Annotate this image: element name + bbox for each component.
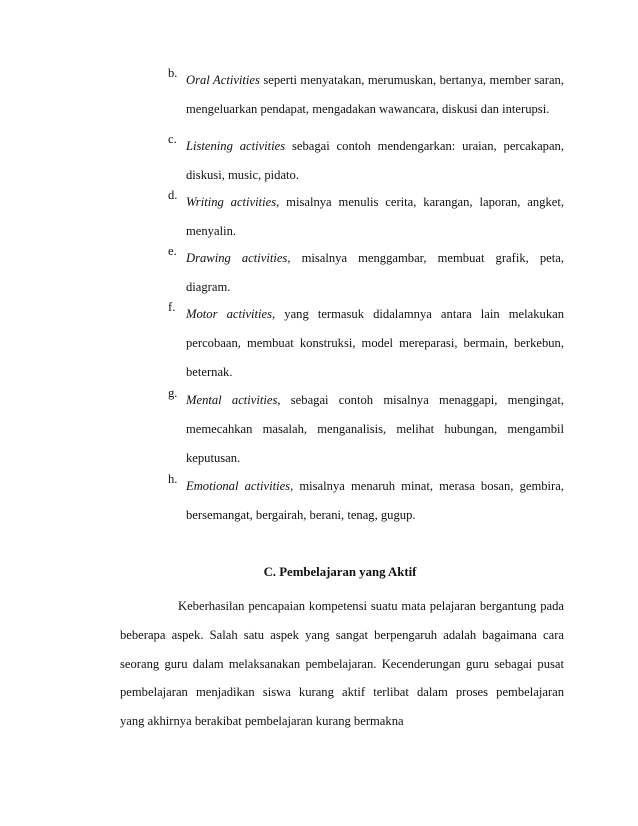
paragraph-line: seorang guru dalam melaksanakan pembelajaran. Kecenderungan guru sebagai pusat	[120, 656, 564, 671]
list-item-d	[168, 188, 564, 246]
list-line-text: , yang termasuk didalamnya antara lain melakukan	[272, 307, 564, 321]
list-line: bersemangat, bergairah, berani, tenag, gugup.	[186, 508, 416, 522]
activity-term: Writing activities	[186, 195, 277, 209]
list-line: diskusi, music, pidato.	[186, 168, 299, 182]
list-item-f	[168, 300, 564, 387]
list-line: beternak.	[186, 365, 233, 379]
list-item-text	[186, 300, 564, 387]
list-item-text	[186, 244, 564, 302]
list-letter: b.	[168, 66, 178, 80]
list-line-text: seperti menyatakan, merumuskan, bertanya, member saran,	[259, 73, 564, 87]
list-line: menyalin.	[186, 224, 237, 238]
list-line: memecahkan masalah, menganalisis, melihat hubungan, mengambil	[186, 422, 564, 436]
list-line	[186, 472, 564, 501]
list-item-g	[168, 386, 564, 473]
list-line	[186, 132, 564, 161]
list-line-text: sebagai contoh mendengarkan: uraian, percakapan,	[285, 139, 564, 153]
activity-term: Motor activities	[186, 307, 273, 321]
paragraph-line: yang akhirnya berakibat pembelajaran kurang bermakna	[120, 714, 404, 729]
list-item-b	[168, 66, 564, 124]
list-line-text: , misalnya menulis cerita, karangan, laporan, angket,	[276, 195, 564, 209]
paragraph-line: pembelajaran menjadikan siswa kurang aktif terlibat dalam proses pembelajaran	[120, 685, 564, 700]
activity-term: Oral Activities	[186, 73, 260, 87]
paragraph-line: beberapa aspek. Salah satu aspek yang sangat berpengaruh adalah bagaimana cara	[120, 627, 564, 642]
list-letter: f.	[168, 300, 176, 314]
activity-term: Mental activities	[186, 393, 278, 407]
list-letter: g.	[168, 386, 178, 400]
list-letter: h.	[168, 472, 178, 486]
list-item-text	[186, 472, 564, 530]
list-line	[186, 386, 564, 415]
section-heading-text: C. Pembelajaran yang Aktif	[263, 565, 417, 579]
list-line-text: misalnya menggambar, membuat grafik, peta,	[290, 251, 564, 265]
list-line	[186, 188, 564, 217]
list-item-c	[168, 132, 564, 190]
body-paragraph	[120, 592, 564, 736]
list-line: keputusan.	[186, 451, 241, 465]
list-line	[186, 244, 564, 273]
list-line	[186, 66, 564, 95]
list-line-text: , misalnya menaruh minat, merasa bosan, gembira,	[290, 479, 564, 493]
section-heading	[0, 565, 638, 580]
activity-term: Emotional activities	[186, 479, 291, 493]
paragraph-line: Keberhasilan pencapaian kompetensi suatu mata pelajaran bergantung pada	[178, 599, 564, 613]
list-item-text	[186, 132, 564, 190]
list-item-text	[186, 66, 564, 124]
list-item-text	[186, 386, 564, 473]
list-letter: d.	[168, 188, 178, 202]
activity-term: Drawing activities,	[186, 251, 291, 265]
activity-term: Listening activities	[186, 139, 286, 153]
list-line: mengeluarkan pendapat, mengadakan wawancara, diskusi dan interupsi.	[186, 102, 550, 116]
list-letter: e.	[168, 244, 177, 258]
list-item-e	[168, 244, 564, 302]
list-line-text: , sebagai contoh misalnya menaggapi, mengingat,	[277, 393, 564, 407]
list-line	[186, 300, 564, 329]
list-item-text	[186, 188, 564, 246]
list-item-h	[168, 472, 564, 530]
list-line: diagram.	[186, 280, 231, 294]
list-line: percobaan, membuat konstruksi, model mereparasi, bermain, berkebun,	[186, 336, 564, 350]
list-letter: c.	[168, 132, 177, 146]
